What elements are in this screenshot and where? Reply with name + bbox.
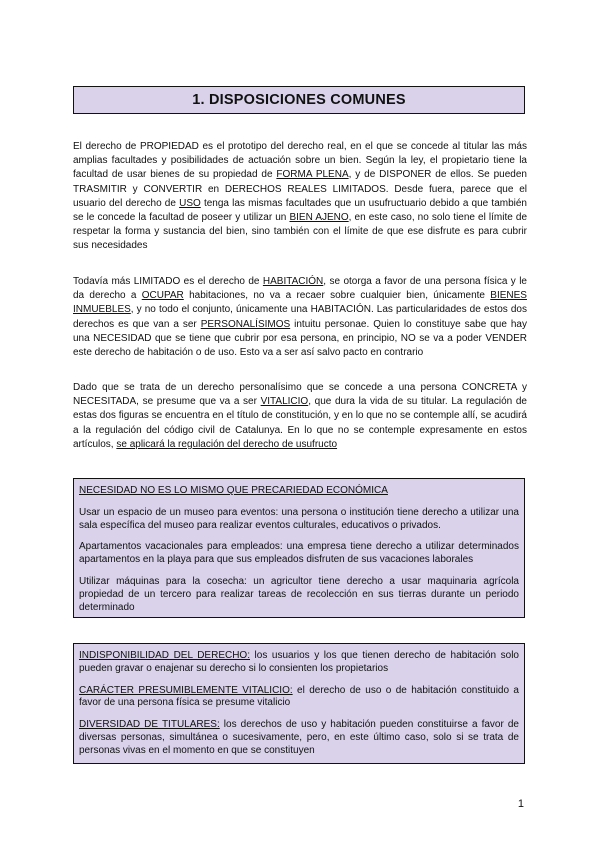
underlined-term: PERSONALÍSIMOS xyxy=(200,318,291,330)
characteristic-heading: CARÁCTER PRESUMIBLEMENTE VITALICIO: xyxy=(79,684,293,696)
text-run: , que dura la vida de su titular. La regulación de estas dos figuras se encuentra en el título de constitución, y en lo que no se contemple allí, se acudirá a la regulación del código civil de Catalunya. En lo que no se contemple expresamente en estos artículos, xyxy=(73,396,527,450)
section-title-text: 1. DISPOSICIONES COMUNES xyxy=(192,92,406,108)
characteristic-text: el derecho de uso o de habitación constituido a favor de una persona física se presume vitalicio xyxy=(79,684,519,709)
underlined-term: BIENES INMUEBLES xyxy=(73,290,527,316)
examples-box xyxy=(73,478,525,618)
section-title xyxy=(73,86,525,114)
examples-heading: NECESIDAD NO ES LO MISMO QUE PRECARIEDAD ECONÓMICA xyxy=(79,485,388,496)
characteristics-box xyxy=(73,643,525,764)
example-item: Utilizar máquinas para la cosecha: un agricultor tiene derecho a usar maquinaria agrícola propiedad de un tercero para realizar tareas de recolección en sus tierras durante un periodo determinado xyxy=(79,575,519,613)
text-run: , y no todo el conjunto, únicamente una HABITACIÓN. Las particularidades de estos dos derechos es que van a ser xyxy=(73,304,527,330)
underlined-term: BIEN AJENO xyxy=(289,212,349,224)
underlined-term: USO xyxy=(179,197,201,209)
text-run: habitaciones, no va a recaer sobre cualquier bien, únicamente xyxy=(183,290,491,302)
characteristic-text: los usuarios y los que tienen derecho de habitación solo pueden gravar o enajenar su derecho si lo consienten los propietarios xyxy=(79,650,519,674)
text-run: , en este caso, no solo tiene el límite de respetar la forma y sustancia del bien, sino también con el límite de que ese disfrute es para cubrir sus necesidades xyxy=(73,212,528,252)
paragraph-habitacion xyxy=(73,275,527,360)
characteristic-heading: INDISPONIBILIDAD DEL DERECHO: xyxy=(79,650,250,661)
text-run: intuitu personae. Quien lo constituye sabe que hay una NECESIDAD que se tiene que cubrir por esa persona, en principio, NO se va a poder VENDER este derecho de habitación o de uso. Esto va a ser así salvo pacto en contrario xyxy=(73,318,527,359)
characteristic-text: los derechos de uso y habitación pueden constituirse a favor de diversas personas, simultánea o sucesivamente, pero, en este último caso, solo si se trata de personas vivas en el momento en que se constituyen xyxy=(79,719,519,756)
characteristic-item xyxy=(79,650,519,676)
text-run: Dado que se trata de un derecho personalísimo que se concede a una persona CONCRETA y NECESITADA, se presume que va a ser xyxy=(73,382,527,408)
text-run: , se otorga a favor de una persona física y le da derecho a xyxy=(73,276,527,302)
underlined-term: se aplicará la regulación del derecho de usufructo xyxy=(116,438,338,450)
text-run: , y de DISPONER de ellos. Se pueden TRASMITIR y CONVERTIR en DERECHOS REALES LIMITADOS. Desde fuera, parece que el usuario del derecho de xyxy=(73,169,527,209)
text-run: tenga las mismas facultades que un usufructuario debido a que también se le concede la facultad de poseer y utilizar un xyxy=(73,197,527,224)
paragraph-vitalicio xyxy=(73,381,527,452)
underlined-term: FORMA PLENA xyxy=(276,169,349,181)
paragraph-propiedad xyxy=(73,140,527,254)
example-item: Apartamentos vacacionales para empleados: una empresa tiene derecho a utilizar determinados apartamentos en la playa para que sus empleados disfruten de sus vacaciones laborales xyxy=(79,541,519,566)
characteristic-item xyxy=(79,685,519,711)
characteristic-item xyxy=(79,719,519,757)
underlined-term: OCUPAR xyxy=(141,290,184,302)
underlined-term: VITALICIO xyxy=(260,396,309,408)
example-item: Usar un espacio de un museo para eventos: una persona o institución tiene derecho a utilizar una sala específica del museo para realizar eventos culturales, educativos o privados. xyxy=(79,506,519,531)
text-run: El derecho de PROPIEDAD es el prototipo del derecho real, en el que se concede al titular las más amplias facultades y posibilidades de actuación sobre un bien. Según la ley, el propietario tiene la facultad de usar bienes de su propiedad de xyxy=(73,141,527,181)
characteristic-heading: DIVERSIDAD DE TITULARES: xyxy=(79,719,220,731)
text-run: Todavía más LIMITADO es el derecho de xyxy=(73,276,263,287)
page-number: 1 xyxy=(517,798,524,810)
underlined-term: HABITACIÓN xyxy=(262,276,324,287)
